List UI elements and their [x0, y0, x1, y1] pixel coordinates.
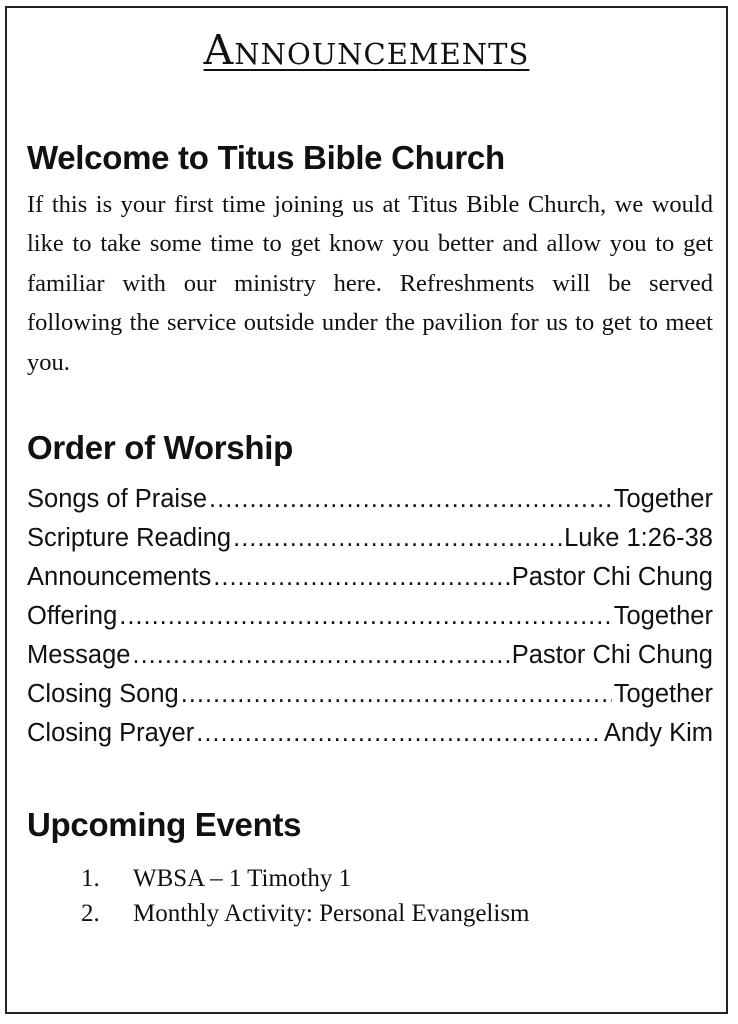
- dot-leader: [181, 675, 612, 714]
- list-item-text: WBSA – 1 Timothy 1: [133, 865, 352, 892]
- order-item-label: Offering: [27, 602, 118, 630]
- order-row: [27, 558, 713, 597]
- order-row: [27, 714, 713, 753]
- dot-leader: [132, 636, 509, 675]
- list-item: [81, 896, 530, 931]
- order-row: [27, 597, 713, 636]
- upcoming-events-list: [81, 861, 530, 931]
- dot-leader: [213, 558, 509, 597]
- page-title-text: Announcements: [203, 26, 530, 74]
- list-item-text: Monthly Activity: Personal Evangelism: [133, 900, 530, 927]
- order-row: [27, 636, 713, 675]
- upcoming-events-heading: Upcoming Events: [27, 806, 302, 843]
- order-item-leader: Together: [613, 602, 713, 630]
- order-item-leader: Luke 1:26-38: [564, 524, 713, 552]
- dot-leader: [209, 480, 612, 519]
- order-item-leader: Together: [613, 485, 713, 513]
- order-item-leader: Pastor Chi Chung: [511, 563, 713, 591]
- order-item-label: Message: [27, 641, 131, 669]
- order-item-leader: Andy Kim: [603, 719, 713, 747]
- order-item-label: Announcements: [27, 563, 212, 591]
- order-of-worship-heading: Order of Worship: [27, 429, 293, 466]
- dot-leader: [196, 714, 602, 753]
- list-item-number: 1.: [81, 865, 100, 892]
- welcome-heading: Welcome to Titus Bible Church: [27, 139, 505, 176]
- order-item-leader: Pastor Chi Chung: [511, 641, 713, 669]
- order-item-leader: Together: [613, 680, 713, 708]
- order-row: [27, 675, 713, 714]
- dot-leader: [119, 597, 612, 636]
- page-title: [7, 26, 726, 74]
- order-row: [27, 519, 713, 558]
- order-item-label: Closing Song: [27, 680, 179, 708]
- dot-leader: [233, 519, 562, 558]
- order-of-worship-list: [27, 480, 713, 753]
- list-item: [81, 861, 530, 896]
- order-item-label: Closing Prayer: [27, 719, 195, 747]
- list-item-number: 2.: [81, 900, 100, 927]
- announcement-page: [5, 6, 728, 1014]
- order-item-label: Songs of Praise: [27, 485, 208, 513]
- welcome-paragraph: If this is your first time joining us at Titus Bible Church, we would like to take some time to get know you better and allow you to get familiar with our ministry here. Refreshments will be served following the service outside under the pavilion for us to get to meet you.: [27, 191, 713, 376]
- order-item-label: Scripture Reading: [27, 524, 232, 552]
- order-row: [27, 480, 713, 519]
